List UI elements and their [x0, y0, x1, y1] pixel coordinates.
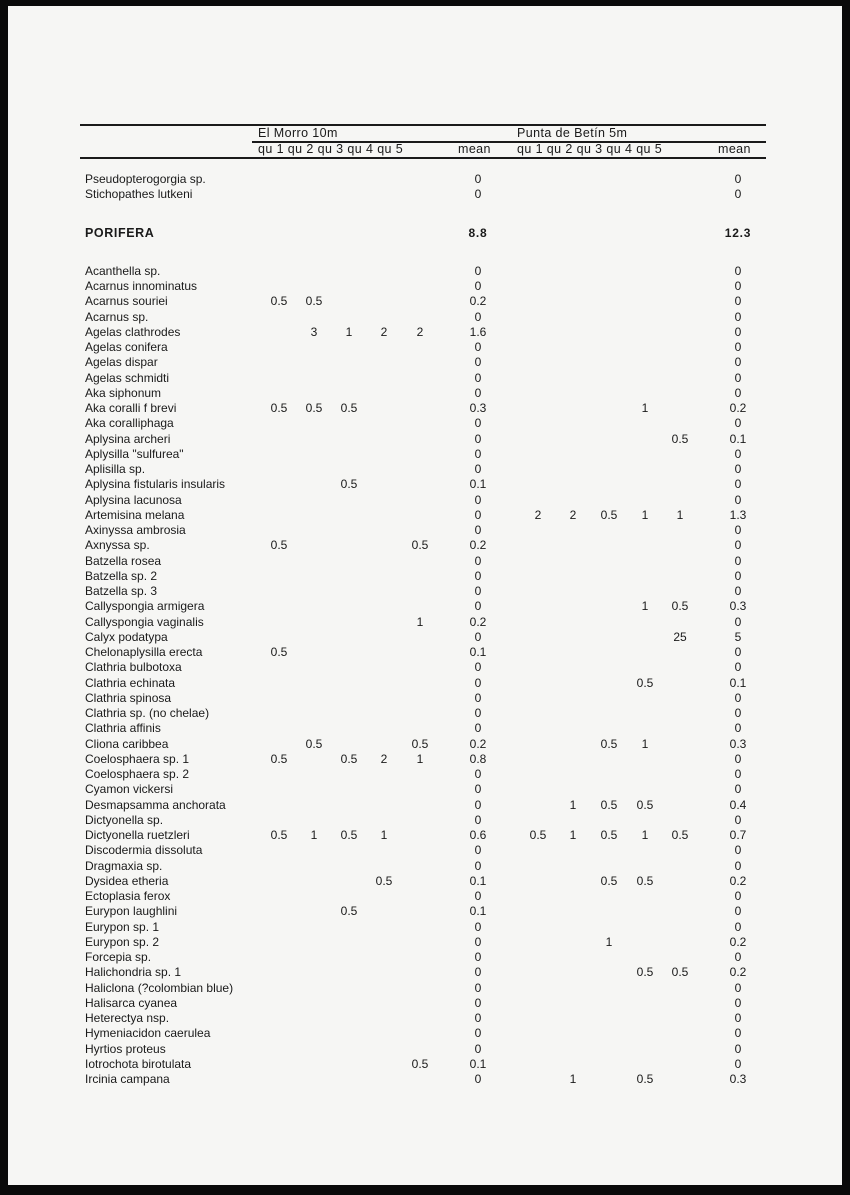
el-morro-mean-cell: 0 [474, 172, 482, 186]
el-morro-mean-cell: 0 [474, 1041, 482, 1056]
table-row [8, 584, 842, 599]
site-header-punta-betin: Punta de Betín 5m [517, 126, 628, 140]
group-name: PORIFERA [85, 225, 155, 240]
punta-betin-mean-cell: 0 [734, 843, 742, 858]
table-row [8, 782, 842, 797]
el-morro-mean-cell: 0.8 [469, 751, 487, 766]
el-morro-qu1-cell: 0.5 [270, 751, 288, 766]
el-morro-qu3-cell: 0.5 [340, 401, 358, 415]
el-morro-mean-cell: 0.1 [469, 477, 487, 492]
table-row [8, 874, 842, 889]
table-row [8, 996, 842, 1011]
document-page [8, 6, 842, 1185]
el-morro-mean-cell: 0 [474, 812, 482, 827]
table-row [8, 859, 842, 874]
punta-betin-qu4-cell: 0.5 [636, 675, 654, 690]
el-morro-mean-cell: 0 [474, 492, 482, 507]
table-row [8, 660, 842, 675]
species-name: Clathria spinosa [85, 690, 172, 705]
mean-header-punta-betin: mean [718, 142, 751, 156]
punta-betin-mean-cell: 0 [734, 645, 742, 659]
species-name: Callyspongia vaginalis [85, 614, 204, 629]
punta-betin-qu2-cell: 1 [569, 797, 577, 812]
table-row [8, 523, 842, 538]
species-name: Eurypon laughlini [85, 904, 178, 919]
punta-betin-mean-cell: 0 [734, 889, 742, 903]
el-morro-mean-cell: 0.2 [469, 736, 487, 751]
table-row [8, 386, 842, 401]
table-row [8, 828, 842, 843]
el-morro-mean-cell: 0.2 [469, 614, 487, 629]
punta-betin-mean-cell: 0.3 [729, 736, 747, 751]
punta-betin-qu5-cell: 1 [676, 507, 684, 522]
species-name: Desmapsamma anchorata [85, 797, 226, 812]
species-name: Ectoplasia ferox [85, 889, 171, 903]
punta-betin-mean-cell: 0 [734, 812, 742, 827]
el-morro-mean-cell: 0 [474, 340, 482, 354]
table-row [8, 1057, 842, 1072]
el-morro-mean-cell: 0 [474, 1011, 482, 1025]
species-name: Aplysilla "sulfurea" [85, 446, 184, 461]
punta-betin-qu3-cell: 0.5 [600, 828, 618, 842]
species-name: Axnyssa sp. [85, 538, 150, 553]
species-name: Eurypon sp. 1 [85, 919, 160, 934]
species-name: Dictyonella ruetzleri [85, 828, 190, 842]
species-name: Aplisilla sp. [85, 462, 146, 476]
el-morro-mean-cell: 0 [474, 370, 482, 385]
punta-betin-qu3-cell: 0.5 [600, 507, 618, 522]
punta-betin-mean-cell: 0 [734, 858, 742, 873]
el-morro-mean-cell: 0 [474, 950, 482, 964]
species-name: Coelosphaera sp. 2 [85, 767, 190, 781]
el-morro-mean-cell: 0 [474, 995, 482, 1010]
punta-betin-mean-cell: 0.1 [729, 675, 747, 690]
table-row [8, 935, 842, 950]
species-name: Aka coralliphaga [85, 416, 174, 431]
table-row [8, 538, 842, 553]
table-row [8, 416, 842, 431]
el-morro-mean-cell: 0 [474, 934, 482, 949]
table-row [8, 752, 842, 767]
punta-betin-qu1-cell: 0.5 [529, 828, 547, 842]
species-name: Agelas dispar [85, 355, 158, 370]
punta-betin-qu4-cell: 0.5 [636, 965, 654, 980]
punta-betin-mean-cell: 0 [734, 492, 742, 507]
table-row [8, 264, 842, 279]
table-row [8, 706, 842, 721]
species-name: Batzella rosea [85, 553, 162, 568]
punta-betin-mean-cell: 0 [734, 767, 742, 781]
el-morro-mean-cell: 0 [474, 187, 482, 202]
table-row [8, 477, 842, 492]
species-name: Ircinia campana [85, 1072, 170, 1086]
species-name: Batzella sp. 2 [85, 568, 158, 583]
el-morro-qu5-cell: 0.5 [411, 538, 429, 553]
table-row [8, 493, 842, 508]
punta-betin-mean-cell: 12.3 [724, 225, 752, 240]
punta-betin-mean-cell: 0 [734, 568, 742, 583]
punta-betin-mean-cell: 0.3 [729, 599, 747, 614]
el-morro-mean-cell: 0.1 [469, 1056, 487, 1071]
table-row [8, 1042, 842, 1057]
punta-betin-mean-cell: 1.3 [729, 507, 747, 522]
table-row [8, 981, 842, 996]
el-morro-mean-cell: 1.6 [469, 324, 487, 339]
el-morro-qu2-cell: 0.5 [305, 401, 323, 415]
table-row [8, 767, 842, 782]
punta-betin-mean-cell: 0 [734, 614, 742, 629]
table-row [8, 462, 842, 477]
punta-betin-qu4-cell: 0.5 [636, 873, 654, 888]
species-name: Halisarca cyanea [85, 995, 178, 1010]
punta-betin-qu4-cell: 0.5 [636, 1072, 654, 1086]
el-morro-mean-cell: 0 [474, 584, 482, 598]
species-name: Callyspongia armigera [85, 599, 205, 614]
el-morro-qu2-cell: 3 [310, 324, 318, 339]
el-morro-qu5-cell: 2 [416, 324, 424, 339]
species-name: Iotrochota birotulata [85, 1056, 192, 1071]
el-morro-qu2-cell: 0.5 [305, 294, 323, 309]
table-row [8, 889, 842, 904]
el-morro-qu3-cell: 0.5 [340, 828, 358, 842]
el-morro-qu3-cell: 0.5 [340, 477, 358, 492]
punta-betin-mean-cell: 0 [734, 782, 742, 797]
el-morro-mean-cell: 0 [474, 767, 482, 781]
el-morro-mean-cell: 0 [474, 416, 482, 431]
species-name: Acarnus sp. [85, 309, 149, 324]
el-morro-mean-cell: 0 [474, 309, 482, 324]
table-row [8, 187, 842, 202]
table-row [8, 1011, 842, 1026]
el-morro-mean-cell: 0 [474, 355, 482, 370]
table-row [8, 813, 842, 828]
species-name: Dictyonella sp. [85, 812, 164, 827]
punta-betin-mean-cell: 0.4 [729, 797, 747, 812]
el-morro-mean-cell: 0 [474, 507, 482, 522]
species-name: Hyrtios proteus [85, 1041, 166, 1056]
species-name: Heterectya nsp. [85, 1011, 170, 1025]
el-morro-mean-cell: 0 [474, 797, 482, 812]
punta-betin-mean-cell: 0 [734, 995, 742, 1010]
el-morro-qu1-cell: 0.5 [270, 401, 288, 415]
punta-betin-mean-cell: 0 [734, 309, 742, 324]
el-morro-mean-cell: 0 [474, 1072, 482, 1086]
el-morro-mean-cell: 0 [474, 889, 482, 903]
punta-betin-qu5-cell: 0.5 [671, 828, 689, 842]
species-name: Acanthella sp. [85, 263, 161, 278]
mean-header-el-morro: mean [458, 142, 491, 156]
species-name: Aplysina fistularis insularis [85, 477, 226, 492]
table-row [8, 355, 842, 370]
punta-betin-qu5-cell: 25 [673, 629, 687, 644]
punta-betin-mean-cell: 0 [734, 324, 742, 339]
punta-betin-qu5-cell: 0.5 [671, 431, 689, 446]
punta-betin-mean-cell: 0 [734, 370, 742, 385]
table-row [8, 447, 842, 462]
punta-betin-qu2-cell: 1 [569, 1072, 577, 1086]
table-row [8, 950, 842, 965]
punta-betin-mean-cell: 0 [734, 706, 742, 720]
el-morro-mean-cell: 0 [474, 568, 482, 583]
species-name: Stichopathes lutkeni [85, 187, 193, 202]
species-name: Acarnus innominatus [85, 279, 198, 293]
punta-betin-mean-cell: 0.7 [729, 828, 747, 842]
punta-betin-qu5-cell: 0.5 [671, 965, 689, 980]
species-name: Clathria bulbotoxa [85, 660, 182, 675]
el-morro-qu4-cell: 1 [380, 828, 388, 842]
el-morro-mean-cell: 0 [474, 782, 482, 797]
punta-betin-mean-cell: 0.2 [729, 873, 747, 888]
table-row [8, 294, 842, 309]
el-morro-mean-cell: 0 [474, 965, 482, 980]
el-morro-mean-cell: 0.1 [469, 904, 487, 919]
el-morro-mean-cell: 0 [474, 279, 482, 293]
el-morro-qu1-cell: 0.5 [270, 538, 288, 553]
species-name: Discodermia dissoluta [85, 843, 203, 858]
el-morro-mean-cell: 0 [474, 721, 482, 736]
quadrat-headers-el-morro: qu 1 qu 2 qu 3 qu 4 qu 5 [258, 142, 404, 156]
punta-betin-mean-cell: 0.2 [729, 934, 747, 949]
el-morro-mean-cell: 0 [474, 462, 482, 476]
table-row [8, 432, 842, 447]
table-row [8, 554, 842, 569]
species-name: Agelas conifera [85, 340, 168, 354]
table-row [8, 1072, 842, 1087]
top-rule [80, 124, 766, 126]
el-morro-qu5-cell: 1 [416, 751, 424, 766]
el-morro-mean-cell: 0 [474, 706, 482, 720]
punta-betin-qu5-cell: 0.5 [671, 599, 689, 614]
species-name: Hymeniacidon caerulea [85, 1026, 211, 1041]
table-row [8, 843, 842, 858]
species-name: Dysidea etheria [85, 873, 169, 888]
punta-betin-qu4-cell: 1 [641, 599, 649, 614]
punta-betin-mean-cell: 0 [734, 523, 742, 537]
table-row [8, 172, 842, 187]
el-morro-qu3-cell: 1 [345, 324, 353, 339]
punta-betin-mean-cell: 0 [734, 477, 742, 492]
punta-betin-mean-cell: 0 [734, 690, 742, 705]
el-morro-qu3-cell: 0.5 [340, 904, 358, 919]
punta-betin-mean-cell: 0 [734, 340, 742, 354]
species-name: Agelas schmidti [85, 370, 170, 385]
punta-betin-mean-cell: 0 [734, 416, 742, 431]
species-name: Coelosphaera sp. 1 [85, 751, 190, 766]
species-name: Clathria sp. (no chelae) [85, 706, 210, 720]
punta-betin-mean-cell: 0.3 [729, 1072, 747, 1086]
punta-betin-mean-cell: 0 [734, 919, 742, 934]
el-morro-mean-cell: 0 [474, 431, 482, 446]
punta-betin-mean-cell: 0 [734, 462, 742, 476]
el-morro-qu1-cell: 0.5 [270, 645, 288, 659]
el-morro-qu1-cell: 0.5 [270, 828, 288, 842]
column-header-rule [80, 157, 766, 159]
el-morro-mean-cell: 0 [474, 553, 482, 568]
punta-betin-mean-cell: 0.2 [729, 965, 747, 980]
punta-betin-mean-cell: 0 [734, 446, 742, 461]
el-morro-mean-cell: 0.2 [469, 294, 487, 309]
punta-betin-mean-cell: 0 [734, 553, 742, 568]
punta-betin-mean-cell: 0.1 [729, 431, 747, 446]
group-row [8, 226, 842, 241]
punta-betin-mean-cell: 0 [734, 751, 742, 766]
punta-betin-mean-cell: 0 [734, 172, 742, 186]
species-name: Aka coralli f brevi [85, 401, 177, 415]
el-morro-mean-cell: 0 [474, 599, 482, 614]
species-name: Agelas clathrodes [85, 324, 181, 339]
el-morro-mean-cell: 0 [474, 446, 482, 461]
punta-betin-mean-cell: 5 [734, 629, 742, 644]
table-row [8, 401, 842, 416]
el-morro-mean-cell: 0 [474, 919, 482, 934]
table-row [8, 965, 842, 980]
el-morro-mean-cell: 0 [474, 385, 482, 400]
table-row [8, 325, 842, 340]
table-row [8, 920, 842, 935]
el-morro-mean-cell: 0 [474, 629, 482, 644]
punta-betin-mean-cell: 0.2 [729, 401, 747, 415]
species-name: Acarnus souriei [85, 294, 168, 309]
species-name: Aplysina archeri [85, 431, 171, 446]
table-row [8, 737, 842, 752]
table-row [8, 569, 842, 584]
punta-betin-mean-cell: 0 [734, 263, 742, 278]
punta-betin-mean-cell: 0 [734, 950, 742, 964]
species-name: Eurypon sp. 2 [85, 934, 160, 949]
punta-betin-mean-cell: 0 [734, 1026, 742, 1041]
species-name: Haliclona (?colombian blue) [85, 980, 234, 995]
punta-betin-mean-cell: 0 [734, 904, 742, 919]
punta-betin-qu3-cell: 0.5 [600, 873, 618, 888]
quadrat-headers-punta-betin: qu 1 qu 2 qu 3 qu 4 qu 5 [517, 142, 663, 156]
table-row [8, 340, 842, 355]
el-morro-mean-cell: 0.2 [469, 538, 487, 553]
table-row [8, 721, 842, 736]
el-morro-mean-cell: 0 [474, 1026, 482, 1041]
punta-betin-qu4-cell: 1 [641, 828, 649, 842]
punta-betin-mean-cell: 0 [734, 1011, 742, 1025]
punta-betin-qu4-cell: 1 [641, 736, 649, 751]
table-row [8, 615, 842, 630]
punta-betin-qu4-cell: 1 [641, 507, 649, 522]
species-name: Cyamon vickersi [85, 782, 174, 797]
el-morro-qu4-cell: 2 [380, 751, 388, 766]
species-name: Forcepia sp. [85, 950, 152, 964]
species-name: Axinyssa ambrosia [85, 523, 186, 537]
table-row [8, 645, 842, 660]
punta-betin-qu2-cell: 1 [569, 828, 577, 842]
el-morro-mean-cell: 0 [474, 843, 482, 858]
species-name: Clathria echinata [85, 675, 176, 690]
el-morro-mean-cell: 0 [474, 980, 482, 995]
punta-betin-qu3-cell: 0.5 [600, 797, 618, 812]
table-row [8, 310, 842, 325]
punta-betin-mean-cell: 0 [734, 1041, 742, 1056]
el-morro-qu5-cell: 0.5 [411, 1056, 429, 1071]
table-row [8, 279, 842, 294]
table-row [8, 508, 842, 523]
el-morro-qu3-cell: 0.5 [340, 751, 358, 766]
species-name: Dragmaxia sp. [85, 858, 163, 873]
species-name: Batzella sp. 3 [85, 584, 158, 598]
el-morro-mean-cell: 0 [474, 660, 482, 675]
el-morro-qu4-cell: 0.5 [375, 873, 393, 888]
species-name: Aka siphonum [85, 385, 162, 400]
site-header-el-morro: El Morro 10m [258, 126, 338, 140]
species-name: Pseudopterogorgia sp. [85, 172, 206, 186]
punta-betin-qu1-cell: 2 [534, 507, 542, 522]
el-morro-qu4-cell: 2 [380, 324, 388, 339]
table-row [8, 1026, 842, 1041]
el-morro-mean-cell: 8.8 [468, 225, 488, 240]
species-name: Aplysina lacunosa [85, 492, 182, 507]
punta-betin-mean-cell: 0 [734, 538, 742, 553]
species-name: Clathria affinis [85, 721, 161, 736]
el-morro-qu5-cell: 0.5 [411, 736, 429, 751]
el-morro-mean-cell: 0 [474, 690, 482, 705]
punta-betin-mean-cell: 0 [734, 1056, 742, 1071]
punta-betin-qu2-cell: 2 [569, 507, 577, 522]
el-morro-qu1-cell: 0.5 [270, 294, 288, 309]
punta-betin-mean-cell: 0 [734, 294, 742, 309]
el-morro-qu2-cell: 0.5 [305, 736, 323, 751]
table-row [8, 904, 842, 919]
el-morro-qu5-cell: 1 [416, 614, 424, 629]
species-name: Calyx podatypa [85, 629, 168, 644]
punta-betin-mean-cell: 0 [734, 355, 742, 370]
el-morro-mean-cell: 0.1 [469, 873, 487, 888]
punta-betin-mean-cell: 0 [734, 385, 742, 400]
punta-betin-mean-cell: 0 [734, 187, 742, 202]
punta-betin-qu3-cell: 0.5 [600, 736, 618, 751]
species-name: Halichondria sp. 1 [85, 965, 182, 980]
table-row [8, 798, 842, 813]
el-morro-mean-cell: 0 [474, 675, 482, 690]
table-row [8, 630, 842, 645]
el-morro-mean-cell: 0.6 [469, 828, 487, 842]
punta-betin-qu4-cell: 1 [641, 401, 649, 415]
el-morro-mean-cell: 0.1 [469, 645, 487, 659]
punta-betin-mean-cell: 0 [734, 721, 742, 736]
table-row [8, 371, 842, 386]
species-name: Chelonaplysilla erecta [85, 645, 203, 659]
el-morro-qu2-cell: 1 [310, 828, 318, 842]
punta-betin-mean-cell: 0 [734, 584, 742, 598]
punta-betin-mean-cell: 0 [734, 279, 742, 293]
el-morro-mean-cell: 0 [474, 263, 482, 278]
el-morro-mean-cell: 0 [474, 523, 482, 537]
table-row [8, 676, 842, 691]
table-row [8, 599, 842, 614]
species-name: Artemisina melana [85, 507, 185, 522]
species-name: Cliona caribbea [85, 736, 169, 751]
table-row [8, 691, 842, 706]
punta-betin-mean-cell: 0 [734, 980, 742, 995]
punta-betin-qu4-cell: 0.5 [636, 797, 654, 812]
el-morro-mean-cell: 0 [474, 858, 482, 873]
punta-betin-mean-cell: 0 [734, 660, 742, 675]
punta-betin-qu3-cell: 1 [605, 934, 613, 949]
el-morro-mean-cell: 0.3 [469, 401, 487, 415]
